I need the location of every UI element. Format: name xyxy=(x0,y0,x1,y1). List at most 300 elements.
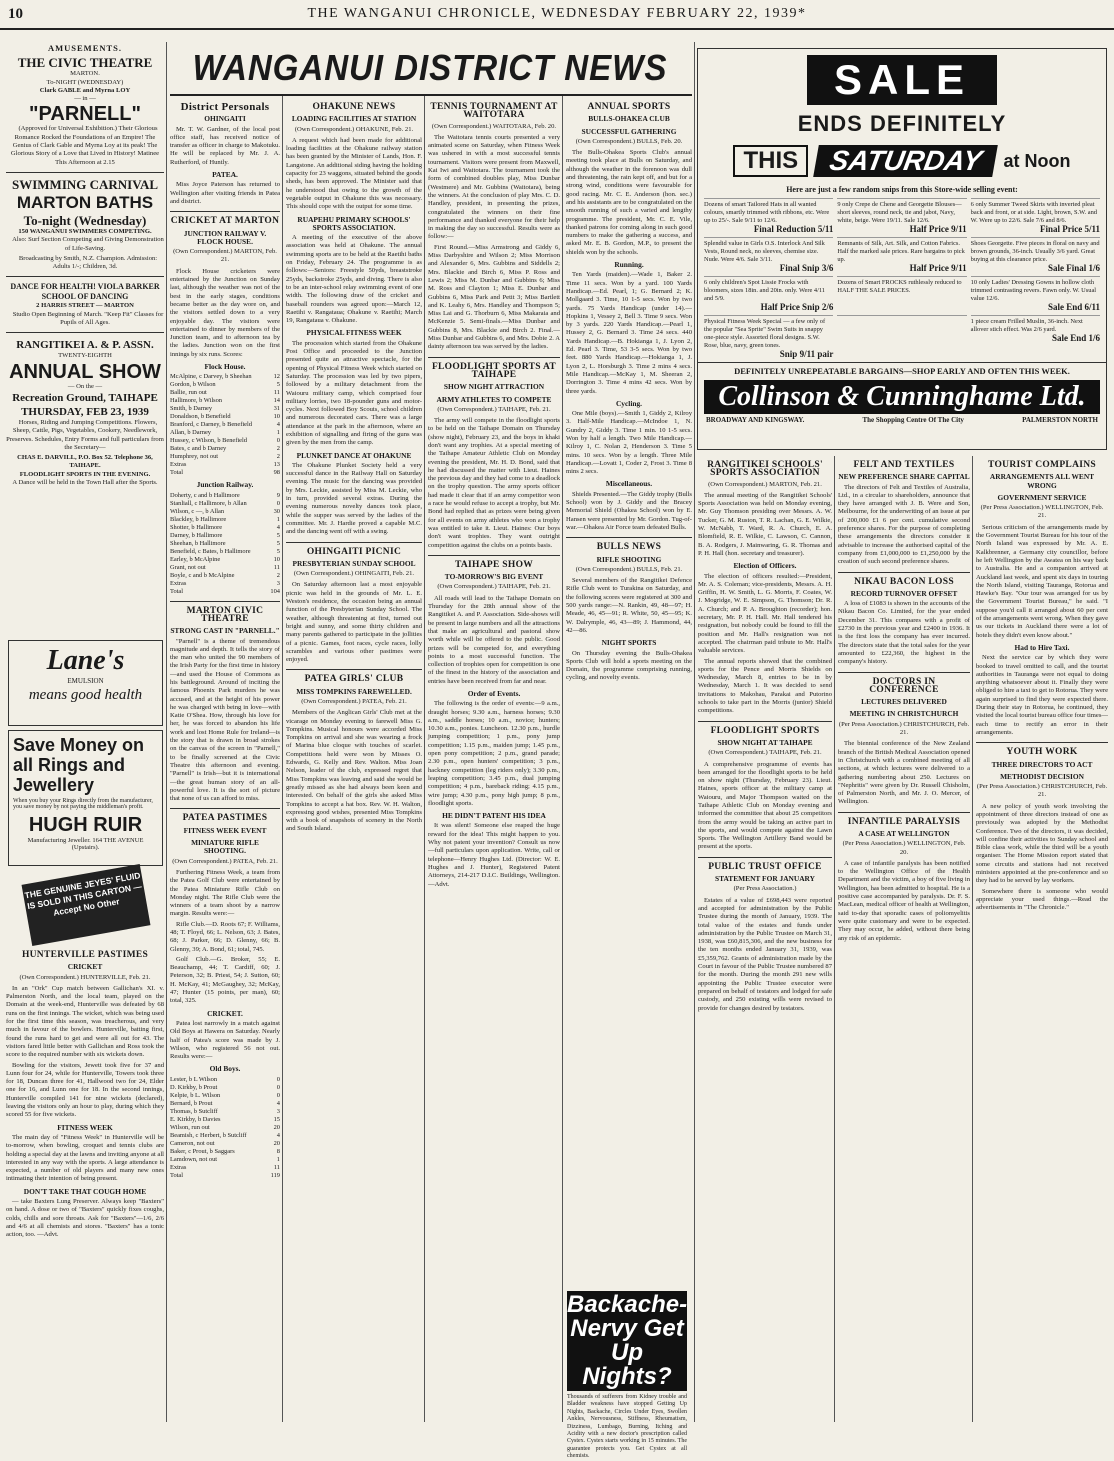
swim-who: 150 WANGANUI SWIMMERS COMPETING. xyxy=(18,227,152,235)
article-text: The annual meeting of the Rangitikei Schools' Sports Association was held on Monday evening, Mr. Guy Thomson presiding over Messrs. A. W. Tucker, G. M. Ruston, T. R. Lachan, G. E. Wilkie, W. McNabb, T. Ward, R. A. Church, E. A. Blomfield, R. E. Wilkie, C. Lawson, C. Cannon, B. A. Rodgers, J. Mainwaring, G. R. Thomas and P. H. Hall (hon. secretary and treasurer). xyxy=(698,491,832,557)
correspondent-line: (Per Press Association.) CHRISTCHURCH, Feb. 21. xyxy=(838,720,970,737)
sale-item xyxy=(971,315,1100,358)
correspondent-line: (Own Correspondent.) OHAKUNE, Feb. 21. xyxy=(294,125,414,133)
bulls-news-heading: BULLS NEWS xyxy=(596,542,662,553)
score-row xyxy=(170,516,280,524)
sale-noon: at Noon xyxy=(1003,150,1071,171)
score-player: Hallimore, b Wilson xyxy=(170,397,222,405)
score-player: Extras xyxy=(170,461,187,469)
show-body: Horses, Riding and Jumping Competitions. Flowers, Sheep, Cattle, Pigs, Vegetables, Cookery, Needlework, Preserves. Schedules, Entry Forms and full particulars from the Secretary— xyxy=(6,418,164,451)
article-text: Ten Yards (maiden).—Wade 1, Baker 2. Time 11 secs. Won by a yard. 100 Yards Handicap.—Ed. Pearl, 1; G. Bernard 2; K. Mollgaard 3. Time, 10 1-5 secs. Won by two yards. 75 Yards Handicap (under 14).—Hopkins 1, Vessey 2, Bell 3. Time 9 secs. Won by 3 yards. 220 Yards Handicap.—Pearl 1, Hussey 2, G. Bernard 3. Time 24 secs. 440 Yards Handicap.—B. Hokianga 1, J. Lyon 2, Ed. Pearl 3. Time, 53 3-5 secs. Won by two feet. 880 Yards Handicap.—Hokianga 1, J. Lyon 2, L. Horsburgh 3. Time 2 mins 4 secs. Mile Handicap.—McKay 1, M. Sheeran 2, Dorrington 3. Time 4 mins 42 secs. Won by three yards. xyxy=(566,271,692,395)
article-text: The following is the order of events:—9 a.m., draught horses; 9.30 a.m., harness horses; 9.30 a.m., saddle horses; 10 a.m., novice; hunters; 10.30 a.m., ponies. Luncheon. 12.30 p.m., hurdle jumping competition; 1 p.m., pony jump competition; 1.15 p.m., maiden jump; 1.45 p.m., open pony competition; 2 p.m., grand parade; 2.30 p.m., open hunters' competition; 3 p.m., hackney competition (leg riders only); 3.30 p.m., leaping competition; 3.45 p.m., dual jumping competition; 4 p.m., bareback riding; 4.15 p.m., wire jump; 4.30 p.m., pony high jump; 8 p.m., floodlight sports. xyxy=(428,700,560,807)
correspondent-line: (Per Press Association.) WELLINGTON, Feb. 20. xyxy=(842,840,966,856)
subheading: Running. xyxy=(614,260,644,270)
score-row xyxy=(170,1092,280,1100)
swim-title: SWIMMING CARNIVAL xyxy=(11,176,159,192)
sale-item xyxy=(837,276,966,311)
sale-item-text: 6 only Summer Tweed Skirts with inverted pleat back and front, or at side. Light, brown, S.W. and W. Were up to 22/6. Sale 7/6 and 8/6. xyxy=(970,201,1097,224)
score-runs: 15 xyxy=(273,1115,280,1123)
section-banner: WANGANUI DISTRICT NEWS xyxy=(192,47,668,88)
subheading: STRONG CAST IN "PARNELL." xyxy=(170,626,280,636)
sale-this: THIS xyxy=(733,145,808,177)
score-runs: 1 xyxy=(276,515,280,523)
hunterville-heading: HUNTERVILLE PASTIMES xyxy=(21,950,149,960)
ohakune-heading: OHAKUNE NEWS xyxy=(312,102,396,112)
score-runs: 4 xyxy=(276,523,280,531)
sale-unrepeatable: DEFINITELY UNREPEATABLE BARGAINS—SHOP EARLY AND OFTEN THIS WEEK. xyxy=(698,362,1106,376)
subheading: BULLS-OHAKEA CLUB xyxy=(588,114,670,124)
sale-item-text: Splendid value in Girls O.S. Interlock And Silk Vests, Round neck, no sleeves, chemise size. Nude. Were 4/6. Sale 3/11. xyxy=(704,240,825,263)
article-text: One Mile (boys).—Smith 1, Giddy 2, Kilroy 3. Half-Mile Handicap.—McIndoe 1, N. Gundry 2, Giddy 3. Time 1 min. 10 1-5 secs. Won by half a length. Two Mile Handicap.—Kilroy 1, C. Nolan 2, Henderson 3. Time 5 mins. 10 secs. Won by a length. Three Mile Handicap.—Lovatt 1, Coder 2, Frost 3. Time 8 mins 2 secs. xyxy=(566,410,692,476)
correspondent-line: (Own Correspondent.) BULLS, Feb. 21. xyxy=(575,565,683,573)
article-text: On Saturday afternoon last a most enjoyable picnic was held in the grounds of Mr. L. E. Weston's residence, the occasion being an annual function of the Presbyterian Sunday School. The weather, although threatening at first, turned out bright and sunny, and some thirty children and many parents gathered to participate in the jollities of a picnic. Games, foot races, cycle races, lolly scrambles and various other pastimes were enjoyed. xyxy=(286,581,422,664)
score-runs: 119 xyxy=(270,1171,280,1179)
score-player: Wilson, run out xyxy=(170,1123,210,1131)
subheading: ARRANGEMENTS ALL WENT WRONG xyxy=(989,472,1095,490)
sale-item-price: Final Reduction 5/11 xyxy=(753,224,834,234)
taihape-show-heading: TAIHAPE SHOW xyxy=(454,559,534,570)
team-heading: Junction Railway. xyxy=(196,480,254,490)
subheading: PATEA. xyxy=(212,170,238,180)
article-text: Serious criticism of the arrangements made by the Government Tourist Bureau for his tour of the North Island was expressed by Mr. A. E. Kalkbrenner, a Germany city councillor, before he left Wellington by the Awatea on his way back to Australia. He and a companion arrived at Auckland last week, and spent six days in touring the North Island, visiting Tauranga, Rotorua and Hawke's Bay. "Our tour was arranged for us by the Government Tourist Bureau," he said. "I suppose you'd call it arranged about 60 per cent of the arrangements went wrong. When they gave us our tickets in Auckland there were a lot of hotels they didn't even know about." xyxy=(976,523,1108,639)
score-runs: 20 xyxy=(273,1139,280,1147)
score-runs: 2 xyxy=(276,453,280,461)
correspondent-line: (Own Correspondent.) PATEA, Feb. 21. xyxy=(172,857,278,865)
score-row xyxy=(170,1172,280,1180)
score-player: Wilson, c —, b Allan xyxy=(170,507,225,515)
score-row xyxy=(170,405,280,413)
article-text: Furthering Fitness Week, a team from the Patea Golf Club were entertained by the Patea Miniature Rifle Club on Monday night. The Rifle Club were the winners of a team shoot by a narrow margin. Results were:— xyxy=(170,868,280,918)
hunterville-cricket: CRICKET xyxy=(67,962,103,972)
score-player: Smith, b Darney xyxy=(170,405,213,413)
annual-sports-column xyxy=(566,98,692,1284)
show-date: THURSDAY, FEB 23, 1939 xyxy=(21,405,149,418)
civic-place: MARTON. xyxy=(70,70,100,78)
sale-ad xyxy=(697,48,1107,450)
score-row xyxy=(170,1116,280,1124)
score-runs: 0 xyxy=(276,1075,280,1083)
article-text: The main day of "Fitness Week" in Hunterville will be to-morrow, when bowling, croquet and tennis clubs are holding a special day at the lawns and inviting anyone at all interested in any way with the sports. A large attendance is expected, a number of old players and many new ones intimating their intention of being present. xyxy=(6,1133,164,1183)
civic-stars: Clark GABLE and Myrna LOY xyxy=(39,86,131,94)
subheading: METHODIST DECISION xyxy=(1000,771,1084,781)
show-floodlight: FLOODLIGHT SPORTS IN THE EVENING. xyxy=(19,470,151,478)
correspondent-line: (Own Correspondent.) TAIHAPE, Feb. 21. xyxy=(708,749,822,757)
store-address-3: PALMERSTON NORTH xyxy=(1022,416,1098,424)
score-player: Gordon, b Wilson xyxy=(170,381,216,389)
personals-column xyxy=(170,98,280,1422)
score-player: Grant, not out xyxy=(170,563,206,571)
banner-rule xyxy=(170,94,692,96)
article-text: Members of the Anglican Girls' Club met at the vicarage on Monday evening to farewell Miss G. Tompkins. Musical honours were accorded Miss Tompkins on arrival and she was wearing a frock of Marina blue cloque with touches of scarlet. Competitions held were won by Misses O. Edwards, G. Kelly and Rev. Walton. Miss Joan Nelson, leader of the club, expressed regret that Miss Tompkins was leaving and said she would be greatly missed as she had always been keen and interested. On behalf of the girls she asked Miss Tompkins to accept a hat box. Rev. W. H. Walton, expressing good wishes, presented Miss Tompkins with a book of snapshots of scenery in the North and South Island. xyxy=(286,709,422,833)
score-runs: 0 xyxy=(276,499,280,507)
felt-textiles-column xyxy=(838,456,970,1422)
subheading: RECORD TURNOVER OFFSET xyxy=(850,588,958,598)
store-address-1: BROADWAY AND KINGSWAY. xyxy=(706,416,805,424)
sale-item xyxy=(837,198,966,233)
tennis-heading: TENNIS TOURNAMENT AT WAITOTARA xyxy=(430,102,558,121)
civic-tonight: To-NIGHT (WEDNESDAY) xyxy=(46,78,124,86)
scorecard-junction xyxy=(170,492,280,596)
show-big: ANNUAL SHOW xyxy=(9,360,161,383)
score-row xyxy=(170,373,280,381)
score-player: Hussey, c Wilson, b Benefield xyxy=(170,437,247,445)
subheading: Order of Events. xyxy=(467,689,521,698)
sale-item-text: Shoes Georgette. Five pieces in floral on navy and brown grounds, 36-inch. Usually 3/6 yard. Great buying at this clearance price. xyxy=(970,240,1100,263)
subheading: Miscellaneous. xyxy=(605,479,653,489)
swim-also: Also: Surf Section Competing and Giving Demonstration of Life-Saving. xyxy=(12,236,164,252)
correspondent-line: (Own Correspondent.) OHINGAITI, Feb. 21. xyxy=(293,570,415,578)
article-text: A comprehensive programme of events has been arranged for the floodlight sports to be held on show night (Thursday, February 23). Lieut. Haines, sports officer at the military camp at Waiouru, and Major Thompson waited on the Taihape Athletic Club on Monday evening and informed the committee that about 25 competitors from the army would be taking an active part in the sports, and would compete against the Lawn Sports. The Wellington Artillery Band would be present at the sports. xyxy=(698,760,832,851)
team-heading: Flock House. xyxy=(204,362,246,372)
score-runs: 2 xyxy=(276,571,280,579)
sale-items-grid xyxy=(698,198,1106,358)
article-text: All roads will lead to the Taihape Domain on Thursday for the 28th annual show of the Rangitikei A. and P. Association. Side-shows will be present in large numbers and all the attractions that make an agricultural and pastoral show worth while will be offered to the public. Good prizes will be competed for, and everything points to a most successful function. The collection of trophies open for competition is one of the finest in the history of the association and entries have been received from far and near. xyxy=(428,594,560,685)
show-sub: TWENTY-EIGHTH xyxy=(58,352,112,360)
article-text: The directors of Felt and Textiles of Australia, Ltd., in a circular to shareholders, announce that they have arranged with J. B. Were and Son, Melbourne, for the underwriting of an issue at par of 200,000 £1 6 per cent. cumulative second preference shares. For the purpose of completing these arrangements the directors consider it advisable to increase the authorised capital of the company from £1,000,000 to £1,250,000 by the creation of such second preference shares. xyxy=(838,483,970,566)
nikau-bacon-heading: NIKAU BACON LOSS xyxy=(854,576,954,587)
masthead: THE WANGANUI CHRONICLE, WEDNESDAY FEBRUARY 22, 1939* xyxy=(307,6,807,21)
rings-sub: Manufacturing Jeweller. 164 THE AVENUE (Upstairs). xyxy=(27,837,144,851)
tourist-complains-heading: TOURIST COMPLAINS xyxy=(988,460,1096,470)
score-runs: 0 xyxy=(276,1083,280,1091)
score-runs: 8 xyxy=(276,1147,280,1155)
score-row xyxy=(170,397,280,405)
sale-item-text: 1 piece cream Frilled Muslin, 36-inch. Next allover stich effect. Was 2/6 yard. xyxy=(970,318,1083,333)
article-text: Estates of a value of £698,443 were reported and accepted for administration by the Public Trustee during the month of January, 1939. The total value of the estates and funds under administration by the Public Trustee on March 31, 1938, was £60,815,306, and the new business for the ten months ended January 31, 1939, was £5,359,762. Grants of administration made by the Court in favour of the Public Trustee numbered 87 for the month. During the month 291 new wills appointing the Public Trustee executor were prepared on behalf of testators and lodged for safe custody, and 250 existing wills were revised to provide for changes desired by testators. xyxy=(698,896,832,1012)
score-player: Sheehan, b Hallimore xyxy=(170,539,226,547)
civic-in: — in — xyxy=(74,95,96,103)
score-row xyxy=(170,461,280,469)
show-title: RANGITIKEI A. & P. ASSN. xyxy=(16,339,154,352)
infantile-paralysis-heading: INFANTILE PARALYSIS xyxy=(847,816,961,827)
subheading: SHOW NIGHT ATTRACTION xyxy=(443,382,545,392)
sale-item xyxy=(971,276,1100,311)
article-text: On Thursday evening the Bulls-Ohakea Sports Club will hold a sports meeting on the Domain, the programme comprising running, cycling, and novelty events. xyxy=(566,649,692,682)
subheading: THREE DIRECTORS TO ACT xyxy=(991,759,1093,769)
article-text: A case of infantile paralysis has been notified to the Wellington Office of the Health Department and the victim, a boy of five living in Wellington, has been admitted to hospital. He is a positive case accompanied by paralysis. Dr. F. S. MacLean, medical officer of health at Wellington, said to-day that sporadic cases of poliomyelitis were quite customary and were to be expected. They may occur, he added, without there being any risk of an epidemic. xyxy=(838,859,970,942)
score-player: D. Kirkby, b Prout xyxy=(170,1083,218,1091)
doctors-conference-heading: DOCTORS IN CONFERENCE xyxy=(869,676,939,695)
score-row xyxy=(170,1132,280,1140)
score-player: Boyle, c and b McAlpine xyxy=(170,571,235,579)
scorecard-flock-house xyxy=(170,373,280,477)
score-runs: 11 xyxy=(273,563,280,571)
patea-pastimes-heading: PATEA PASTIMES xyxy=(182,813,268,824)
score-player: Cameron, not out xyxy=(170,1139,215,1147)
subheading: NIGHT SPORTS xyxy=(601,638,657,648)
score-runs: 3 xyxy=(276,1107,280,1115)
subheading: LOADING FACILITIES AT STATION xyxy=(291,114,417,124)
score-row xyxy=(170,1108,280,1116)
article-text: The Ohakune Plunket Society held a very successful dance in the Railway Hall on Saturday evening. The music for the dancing was provided by Mrs. Leckie, assisted by Miss M. Leckie, who in turn, provided several extras. During the evening numerous novelty dances took place, while the supper was served by the ladies of the committee. Mr. J. Hardie proved a capable M.C. and the dancing went off with a swing. xyxy=(286,461,422,536)
score-player: Shotter, b Hallimore xyxy=(170,523,223,531)
correspondent-line: (Own Correspondent.) PATEA, Feb. 21. xyxy=(301,698,407,705)
score-row xyxy=(170,1124,280,1132)
score-row xyxy=(170,508,280,516)
score-row xyxy=(170,588,280,596)
correspondent-line: (Own Correspondent.) WAITOTARA, Feb. 20. xyxy=(431,122,557,130)
sale-item-price: Half Price Snip 2/6 xyxy=(760,302,834,312)
article-text: Rifle Club.—D. Roots 67; F. Williams, 48; T. Floyd, 66; L. Nelson, 63; J. Bates, 68; J. Parker, 66; D. Glenny, 66; B. Glenny, 39; A. Bond, 61; total, 745. xyxy=(170,920,280,953)
sale-item xyxy=(971,237,1100,272)
ohingaiti-picnic-heading: OHINGAITI PICNIC xyxy=(306,546,402,557)
correspondent-line: (Own Correspondent.) BULLS, Feb. 20. xyxy=(575,137,683,145)
rings-headline: Save Money on all Rings and Jewellery xyxy=(13,735,145,795)
article-text: The annual reports showed that the combined sports for the Pence and Morris Shields on Wednesday, March 8, entries to be in by Wednesday, March 1. It was decided to send invitations to Makohau, Parakai and Putorino schools to take part in the Morris (junior) Shield competitions. xyxy=(698,657,832,715)
amusements-column xyxy=(6,42,164,636)
hunterville-column xyxy=(6,946,164,1422)
sale-item-text: 6 only children's Spot Lissie Frocks with bloomers, sizes 18in. and 20in. only. Were 4/11 and 5/9. xyxy=(704,279,826,302)
column-divider xyxy=(694,42,695,1422)
subheading: SUCCESSFUL GATHERING xyxy=(581,126,677,136)
rings-name: HUGH RUIR xyxy=(28,814,143,836)
score-runs: 10 xyxy=(273,413,280,421)
score-runs: 31 xyxy=(273,405,280,413)
sale-saturday: SATURDAY xyxy=(813,145,998,177)
subheading: Had to Hire Taxi. xyxy=(1014,642,1070,652)
dance-address: 2 HARRIS STREET — MARTON xyxy=(36,302,134,310)
score-row xyxy=(170,413,280,421)
ohakune-column xyxy=(286,98,422,1422)
article-text: — take Baxters Lung Preserver. Always keep "Baxters" on hand. A dose or two of "Baxters" quickly fixes coughs, colds, chills and sore throats. Ask for "Baxters"—1/6, 2/6 and 4/6 at all chemists and stores. "Baxters" has a tonic action, too. —Advt. xyxy=(6,1198,164,1239)
subheading: MINIATURE RIFLE SHOOTING. xyxy=(191,838,259,856)
page-header xyxy=(0,0,1114,40)
score-player: Lamdown, not out xyxy=(170,1155,218,1163)
sale-item-text: Dozens of smart Tailored Hats in all wanted colours, smartly trimmed with ribbons, etc. Were up to 25/-. Sale 9/11 to 12/6. xyxy=(704,201,830,224)
subheading: NEW PREFERENCE SHARE CAPITAL xyxy=(838,472,970,482)
score-runs: 5 xyxy=(276,381,280,389)
subheading: SHOW NIGHT AT TAIHAPE xyxy=(717,737,813,747)
article-text: A meeting of the executive of the above association was held at Ohakune. The annual swimming sports are to be held at the Raetihi baths on Friday, February 24. The programme is as follows:—Seniors: Freestyle 50yds, breaststroke 25yds, backstroke 25yds, and diving. There is also to be an inter-school relay swimming event of one width. The following draw of the cricket and baseball rounders was agreed upon:—March 12, Raetihi v. Rangataua; Ohakune v. Raetihi; March 19, Rangataua v. Ohakune. xyxy=(286,234,422,325)
dance-title: DANCE FOR HEALTH! VIOLA BARKER SCHOOL OF DANCING xyxy=(10,282,160,302)
subheading: MISS TOMPKINS FAREWELLED. xyxy=(296,686,412,696)
correspondent-line: (Per Press Association.) WELLINGTON, Feb. 21. xyxy=(980,504,1104,520)
score-player: Branford, c Darney, b Benefield xyxy=(170,421,252,429)
sale-title: SALE xyxy=(807,55,997,105)
article-text: Flock House cricketers were entertained by the Junction on Sunday last, although the weather was not of the best in the early stages, conditions became better as the day wore on, and the visitors settled down to a very enjoyable day. The visitors were entertained to dinner by members of the Junction team, and to afternoon tea by the ladies. Junction won on the first innings by six runs. Scores: xyxy=(170,267,280,358)
jeyes-carton: THE GENUINE JEYES' FLUID IS SOLD IN THIS CARTON — Accept No Other xyxy=(21,864,150,946)
sale-item-text: Remnants of Silk, Art. Silk, and Cotton Fabrics. Half the marked sale prices. Rare bargains to pick up. xyxy=(837,240,965,263)
score-player: Extras xyxy=(170,579,187,587)
subheading: JUNCTION RAILWAY V. FLOCK HOUSE. xyxy=(183,228,267,246)
column-divider xyxy=(282,96,283,1422)
correspondent-line: (Own Correspondent.) TAIHAPE, Feb. 21. xyxy=(437,405,551,413)
article-text: Miss Joyce Paterson has returned to Wellington after visiting friends in Patea and district. xyxy=(170,181,280,205)
score-runs: 11 xyxy=(273,389,280,397)
score-row xyxy=(170,492,280,500)
article-text: Somewhere there is someone who would appreciate your used things.—Read the advertisements in "The Chronicle." xyxy=(976,887,1108,912)
score-row xyxy=(170,580,280,588)
sale-this-saturday xyxy=(698,145,1106,177)
article-text: The election of officers resulted:—President, Mr. A. S. Coleman; vice-presidents, Messrs. A. H. Griffin, H. W. Smith, L. G. Morris, F. Coates, W. J. Mogridge, W. E. Simpson, G. Thomson; Dr. R. A. Church; and P. A. Broughton (recorder); hon. secretary, Mr. P. H. Hall. Mr. Hall tendered his resignation, but nobody could be found to fill the position and Mr. Hall's resignation was not accepted. The chairman paid tribute to Mr. Hall's valuable services. xyxy=(698,572,832,655)
article-text: A new policy of youth work involving the appointment of three directors instead of one as previously was adopted by the Methodist Conference. Two of the directors, it was decided, will confine their activities to Sunday school and Bible class work, while the third will be a youth organiser. The Home Mission report stated that some circuits and stations had not received ministers appointed at the pre-conference and so they had to be served by lay workers. xyxy=(976,802,1108,885)
article-text: The procession which started from the Ohakune Post Office and proceeded to the Junction presented quite an attractive spectacle, for the opening of Physical Fitness Week which started on Saturday. The procession was led by two pipers, followed by a military detachment from the Waiouru military camp, which comprised four military lorries, two 18-pounder guns and motor-cycles. Next followed Boy Scouts, school children and numerous decorated cars. There was a large attendance at the park in the afternoon, where an exhibition of signalling and firing of the guns was given by the men from the camp. xyxy=(286,339,422,447)
team-heading: Old Boys. xyxy=(209,1064,241,1074)
store-address-2: The Shopping Centre Of The City xyxy=(862,416,964,424)
public-trust-heading: PUBLIC TRUST OFFICE xyxy=(708,861,822,872)
score-runs: 1 xyxy=(276,429,280,437)
article-text: Bowling for the visitors, Jewett took five for 37 and Lunn four for 24, while for Hunterville, Towers took three for 18, Duncan three for 41, Hallwood two for 24, Elder one for 16, and Lunn one for 18. In the second innings, Hunterville compiled 141 for nine wickets (declared), leaving the visitors only an hour to play, during which they scored 55 for five wickets. xyxy=(6,1061,164,1119)
score-row xyxy=(170,564,280,572)
jewellery-ad xyxy=(8,730,163,866)
score-runs: 3 xyxy=(276,579,280,587)
score-runs: 1 xyxy=(276,1155,280,1163)
score-player: Ballie, run out xyxy=(170,389,207,397)
score-runs: 104 xyxy=(270,587,280,595)
score-player: Donaldson, b Benefield xyxy=(170,413,231,421)
article-text: "Parnell" is a theme of tremendous magnitude and depth. It tells the story of the man who united the 90 members of the Irish Party for the first time in history—and used the House of Commons as his battleground. Around of inciting the famous Phoenix Park murders he was accused, and at the height of his power he was charged with being in love—with Katie O'Shea. How, through his love for her, he was forced to abandon his life work and lost Home Rule for Ireland—is the story that is drawn in broad strokes on the canvas of the screen in "Parnell," to be finally screened at the Civic Theatre this afternoon and evening. "Parnell" is Irish—but it is international—the great human story of an all-powerful love. It is the sort of picture that none of us can afford to miss. xyxy=(170,637,280,803)
column-divider xyxy=(562,96,563,1422)
score-row xyxy=(170,1148,280,1156)
subheading: RUAPEHU PRIMARY SCHOOLS' SPORTS ASSOCIATION. xyxy=(297,214,411,232)
score-row xyxy=(170,540,280,548)
article-text: Several members of the Rangitikei Defence Rifle Club went to Turakina on Saturday, and the following scores were registered at 300 and 500 yards range:—N. Rankin, 49, 48—97; H. Meade, 46, 45—91; R. White, 50, 45—95; K. W. Dalrymple, 46, 43—89; J. Hammond, 44, 42—86. xyxy=(566,577,692,634)
subheading: RIFLE SHOOTING xyxy=(596,554,662,564)
article-text: Mr. T. W. Gardner, of the local post office staff, has received notice of transfer as officer in charge to Makotuku. He will be replaced by Mr. J. A. Rutherford, of Huntly. xyxy=(170,125,280,166)
score-runs: 4 xyxy=(276,1131,280,1139)
scorecard-old-boys xyxy=(170,1076,280,1180)
score-runs: 98 xyxy=(273,469,280,477)
store-name: Collinson & Cunninghame Ltd. xyxy=(704,380,1100,414)
score-row xyxy=(170,429,280,437)
article-text: Next the service car by which they were booked to travel omitted to call, and the tourist authorities in Tauranga were not equal to doing anything whatsoever about it. Finally they were obliged to hire a taxi to get to Rotorua. They were again surprised to find they were expected there. During their stay in Rotorua, he continued, they visited the local tourist bureau office four times—each time to rectify an error in their arrangements. xyxy=(976,654,1108,736)
score-player: Baker, c Prout, b Saggars xyxy=(170,1147,235,1155)
hunterville-correspondent: (Own Correspondent.) HUNTERVILLE, Feb. 21. xyxy=(19,973,151,981)
score-player: Bernard, b Prout xyxy=(170,1099,213,1107)
sale-item-price: Final Snip 3/6 xyxy=(779,263,834,273)
subheading: ARMY ATHLETES TO COMPETE xyxy=(436,394,552,404)
score-row xyxy=(170,524,280,532)
subheading: FITNESS WEEK EVENT xyxy=(183,825,267,835)
correspondent-line: (Own Correspondent.) MARTON, Feb. 21. xyxy=(173,248,277,264)
column-divider xyxy=(424,96,425,1422)
sale-item xyxy=(971,198,1100,233)
score-runs: 14 xyxy=(273,397,280,405)
sale-item-price: Half Price 9/11 xyxy=(909,224,967,234)
article-text: The biennial conference of the New Zealand branch of the British Medical Association opened in Christchurch with a combined meeting of all sections, at which lectures were delivered to a gathering numbering about 250. Lectures on "Nephritis" were given by Dr. Russell Chisholm, of Palmerston North, and Mr. J. O. Mercer, of Wellington. xyxy=(838,740,970,806)
score-player: Kelpie, b L. Wilson xyxy=(170,1091,221,1099)
score-runs: 9 xyxy=(276,491,280,499)
score-player: Blackley, b Hallimore xyxy=(170,515,227,523)
subheading: A CASE AT WELLINGTON xyxy=(858,828,950,838)
subheading: STATEMENT FOR JANUARY xyxy=(715,874,815,884)
article-text: First Round.—Miss Armstrong and Giddy 6, Miss Darbyshire and Wilson 2; Miss Morrison and Alexander 6, Mrs. Gubbins and Siddells 2; Mrs. Blackie and Birch 6, Miss P. Ross and Lewis 2; Miss M. Dunbar and Gubbins 6; Miss M. Ross and Clayton 1; Miss E. Dunbar and Gubbins 6, Miss Park and Petit 3; Miss Bartlett and K. Leahy 6, Mrs. Handley and Thompson 5; Miss Lai and G. Thorburn 6, Miss Makaraia and McKenzie 5. Semi-finals.—Miss Dunbar and Gubbins 8, Mrs. Blackie and Birch 2. Final.—Miss Dunbar and Gubbins 6, and Mrs. Dobie 2. A dainty afternoon tea was served by the ladies. xyxy=(428,243,560,351)
swim-when: To-night (Wednesday) xyxy=(23,212,147,228)
amusements-heading: AMUSEMENTS. xyxy=(47,43,123,53)
patea-girls-club-heading: PATEA GIRLS' CLUB xyxy=(304,674,404,685)
score-runs: 0 xyxy=(276,1091,280,1099)
sale-item-text: Dozens of Smart FROCKS ruthlessly reduced to HALF THE SALE PRICES. xyxy=(837,279,962,294)
subheading: PHYSICAL FITNESS WEEK xyxy=(306,328,402,338)
lanes-emulsion-ad xyxy=(8,640,163,726)
score-runs: 12 xyxy=(273,373,280,381)
score-player: Lester, b L Wilson xyxy=(170,1075,218,1083)
score-player: Extras xyxy=(170,1163,187,1171)
score-runs: 2 xyxy=(276,445,280,453)
sale-item xyxy=(837,315,966,358)
youth-work-heading: YOUTH WORK xyxy=(1006,747,1078,758)
score-runs: 4 xyxy=(276,421,280,429)
lanes-sub: EMULSION xyxy=(67,677,104,685)
rings-small-text: When you buy your Rings directly from the manufacturer, you save money by not paying the middleman's profit. xyxy=(13,798,153,810)
article-text: A request which had been made for additional loading facilities at the Ohakune railway station has been granted by the Minister of Lands, Hon. F. Langstone. An additional siding having the holding capacity for 23 waggons, situated behind the goods sheds, has been approved. The Minister said that he understood that owing to the growth of the vegetable output in Ohakune this was necessary. This should cope with the output for some time. xyxy=(286,136,422,211)
column-divider xyxy=(166,42,167,1422)
score-player: Allan, b Darney xyxy=(170,429,211,437)
show-dance: A Dance will be held in the Town Hall after the Sports. xyxy=(12,479,158,487)
baxters-heading: DON'T TAKE THAT COUGH HOME xyxy=(23,1186,147,1196)
score-row xyxy=(170,421,280,429)
score-row xyxy=(170,1164,280,1172)
annual-sports-heading: ANNUAL SPORTS xyxy=(587,102,671,112)
correspondent-line: (Per Press Association.) xyxy=(733,885,797,893)
store-address xyxy=(698,414,1106,426)
header-rule xyxy=(0,28,1114,30)
backache-headline: Backache-Nervy Get Up Nights? xyxy=(567,1291,688,1390)
felt-textiles-heading: FELT AND TEXTILES xyxy=(853,460,955,470)
personals-heading: District Personals xyxy=(180,101,270,113)
score-row xyxy=(170,1140,280,1148)
score-player: Doherty, c and b Hallimore xyxy=(170,491,240,499)
sale-item xyxy=(704,198,833,233)
patent-ad-heading: HE DIDN'T PATENT HIS IDEA xyxy=(442,811,546,821)
sale-item xyxy=(704,276,833,311)
score-row xyxy=(170,1100,280,1108)
swim-venue: MARTON BATHS xyxy=(16,192,154,212)
article-text: Golf Club.—G. Broker, 55; E. Beauchamp, 44; T. Cardiff, 60; J. Peterson, 32; B. Priest, 54; J. Sutton, 60; H. McKay, 41; McGaughey, 32; McKay, 47; Hunter (15 points, per man), 60; total, 325. xyxy=(170,955,280,1005)
subheading: Election of Officers. xyxy=(733,561,797,571)
article-text: The Waitotara tennis courts presented a very animated scene on Saturday, when Fitness Week was ushered in with a most successful tennis tournament. Visitors were present from Maxwell, Kai Iwi and Waitotara. The tournament took the form of combined doubles play, Miss Dunbar (Westmere) and Mr. Gubbins (Waitotara), being the winners. At the conclusion of play Mrs. C. D. Handley, president, in presenting the prizes, congratulated the winners on their fine performance and thanked everyone for their help in making the day so successful. Results were as follow:— xyxy=(428,133,560,241)
column-divider xyxy=(972,456,973,1422)
article-text: A loss of £1083 is shown in the accounts of the Nikau Bacon Co. Limited, for the year ended December 31. This compares with a profit of £2730 in the previous year and £2400 in 1936. It is the first loss the company has ever incurred. The directors state that the total sales for the year amounted to £22,360, the highest in the company's history. xyxy=(838,600,970,666)
civic-theatre-name: THE CIVIC THEATRE xyxy=(17,55,153,71)
show-secretary: CHAS E. DARVILL, P.O. Box 52. Telephone 36, TAIHAPE. xyxy=(17,454,153,470)
show-venue: Recreation Ground, TAIHAPE xyxy=(12,391,158,404)
score-runs: 30 xyxy=(273,507,280,515)
rangitikei-column xyxy=(698,456,832,1422)
score-row xyxy=(170,381,280,389)
score-player: Beamish, c Herbert, b Sutcliff xyxy=(170,1131,247,1139)
score-player: Total xyxy=(170,469,184,477)
subheading: TO-MORROW'S BIG EVENT xyxy=(444,572,544,582)
sale-intro: Here are just a few random snips from this Store-wide selling event: xyxy=(786,185,1018,194)
sale-item-price: Final Price 5/11 xyxy=(1039,224,1100,234)
sale-item-price: Sale End 1/6 xyxy=(1051,333,1100,343)
score-player: Thomas, b Sutcliff xyxy=(170,1107,218,1115)
show-on: — On the — xyxy=(67,382,103,390)
article-text: It was silent! Someone else reaped the huge reward for the idea! This might happen to you. Why not patent your invention? Consult us now—full particulars upon application. Write, call or telephone—Henry Hughes Ltd. (Director: W. E. Hughes and J. Hunter), Registered Patent Attorneys, 214-217 D.I.C. Buildings, Wellington.—Advt. xyxy=(428,822,560,888)
correspondent-line: (Per Press Association.) CHRISTCHURCH, Feb. 21. xyxy=(976,783,1108,799)
score-runs: 4 xyxy=(276,1099,280,1107)
score-row xyxy=(170,389,280,397)
rangitikei-schools-heading: RANGITIKEI SCHOOLS' SPORTS ASSOCIATION xyxy=(707,460,823,479)
sale-item xyxy=(837,237,966,272)
score-runs: 5 xyxy=(276,531,280,539)
subheading: CRICKET. xyxy=(207,1008,243,1018)
score-player: Darney, b Hallimore xyxy=(170,531,223,539)
score-player: Total xyxy=(170,587,184,595)
sale-item xyxy=(704,237,833,272)
civic-film-title: "PARNELL" xyxy=(29,103,141,126)
subheading: LECTURES DELIVERED xyxy=(861,697,947,707)
score-runs: 5 xyxy=(276,547,280,555)
lanes-slogan: means good health xyxy=(28,687,143,703)
score-row xyxy=(170,500,280,508)
score-runs: 20 xyxy=(273,1123,280,1131)
score-player: Total xyxy=(170,1171,184,1179)
sale-item-text: 10 only Ladies' Dressing Gowns in hollow cloth trimmed contrasting revers. Fawn only. W. Usual value 12/6. xyxy=(970,279,1097,302)
score-row xyxy=(170,532,280,540)
subheading: OHINGAITI xyxy=(204,114,246,124)
